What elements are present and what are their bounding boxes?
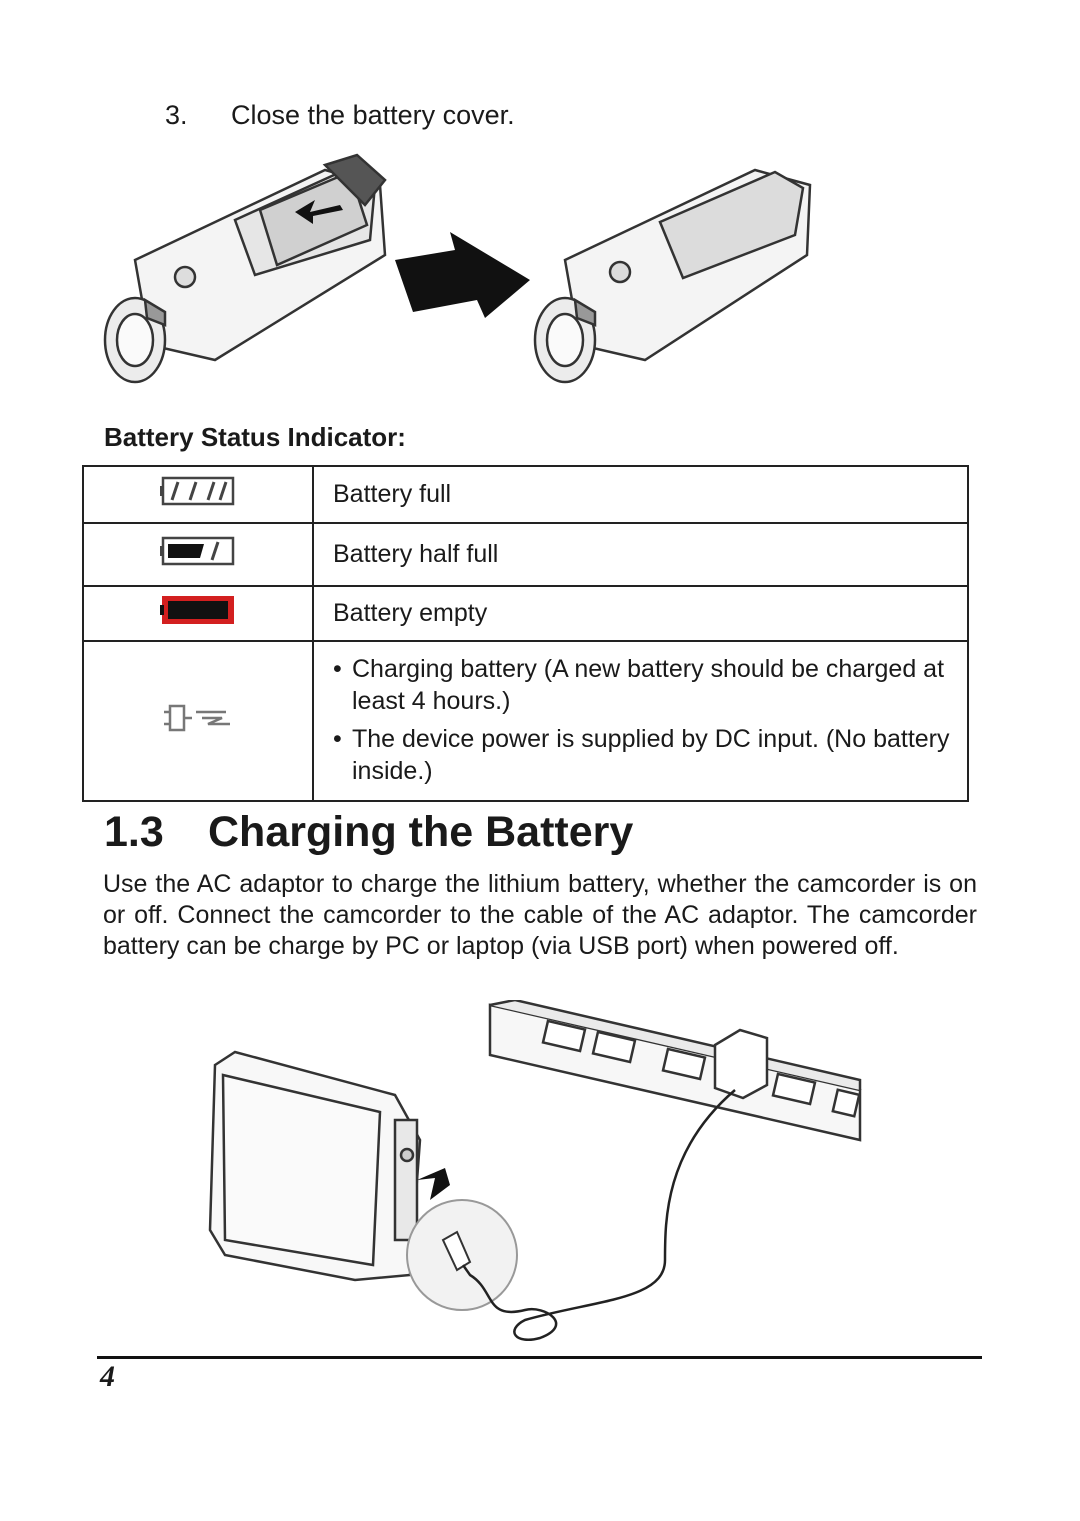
battery-status-heading: Battery Status Indicator: bbox=[104, 422, 406, 452]
status-text-cell: Battery full bbox=[313, 466, 968, 523]
bullet-glyph: • bbox=[333, 655, 342, 683]
camcorder-open-cover-image bbox=[105, 155, 385, 382]
status-icon-cell bbox=[83, 641, 313, 801]
camcorder-image bbox=[210, 1052, 420, 1280]
charging-illustration bbox=[195, 1000, 865, 1345]
table-row bbox=[83, 586, 968, 641]
camcorder-closed-cover-image bbox=[535, 170, 810, 382]
status-text-cell bbox=[313, 641, 968, 801]
battery-status-table bbox=[82, 465, 969, 802]
charging-bullet-list bbox=[333, 653, 966, 787]
page-number: 4 bbox=[100, 1360, 115, 1393]
section-number: 1.3 bbox=[104, 808, 164, 856]
right-arrow-icon bbox=[395, 232, 530, 318]
step-number: 3. bbox=[165, 100, 188, 130]
section-heading bbox=[104, 808, 633, 857]
body-paragraph: Use the AC adaptor to charge the lithium battery, whether the camcorder is on or off. Connect the camcorder to the cable of the AC adaptor. The camcorder battery can be charge by PC or laptop (via USB port) when powered off. bbox=[103, 870, 977, 960]
insert-arrow-icon bbox=[417, 1168, 450, 1200]
list-item bbox=[333, 723, 966, 787]
status-text-cell: Battery half full bbox=[313, 523, 968, 586]
list-item bbox=[333, 653, 966, 717]
charging-cable-image bbox=[463, 1090, 735, 1340]
bullet-text: Charging battery (A new battery should be charged at least 4 hours.) bbox=[352, 655, 945, 715]
table-row bbox=[83, 641, 968, 801]
bullet-glyph: • bbox=[333, 725, 342, 753]
battery-half-icon bbox=[160, 536, 236, 566]
status-icon-cell bbox=[83, 523, 313, 586]
section-title: Charging the Battery bbox=[208, 808, 634, 856]
footer-rule bbox=[97, 1356, 982, 1359]
battery-empty-icon bbox=[160, 595, 236, 625]
table-row bbox=[83, 523, 968, 586]
battery-cover-illustration bbox=[95, 150, 815, 400]
status-text-cell: Battery empty bbox=[313, 586, 968, 641]
dc-plug-icon bbox=[162, 698, 234, 738]
bullet-text: The device power is supplied by DC input. (No battery inside.) bbox=[352, 725, 950, 785]
step-text: Close the battery cover. bbox=[231, 100, 515, 130]
power-strip-image bbox=[490, 1000, 860, 1140]
battery-full-icon bbox=[160, 476, 236, 506]
status-icon-cell bbox=[83, 466, 313, 523]
ac-adapter-image bbox=[715, 1030, 767, 1098]
table-row bbox=[83, 466, 968, 523]
step-instruction bbox=[165, 100, 515, 131]
status-icon-cell bbox=[83, 586, 313, 641]
